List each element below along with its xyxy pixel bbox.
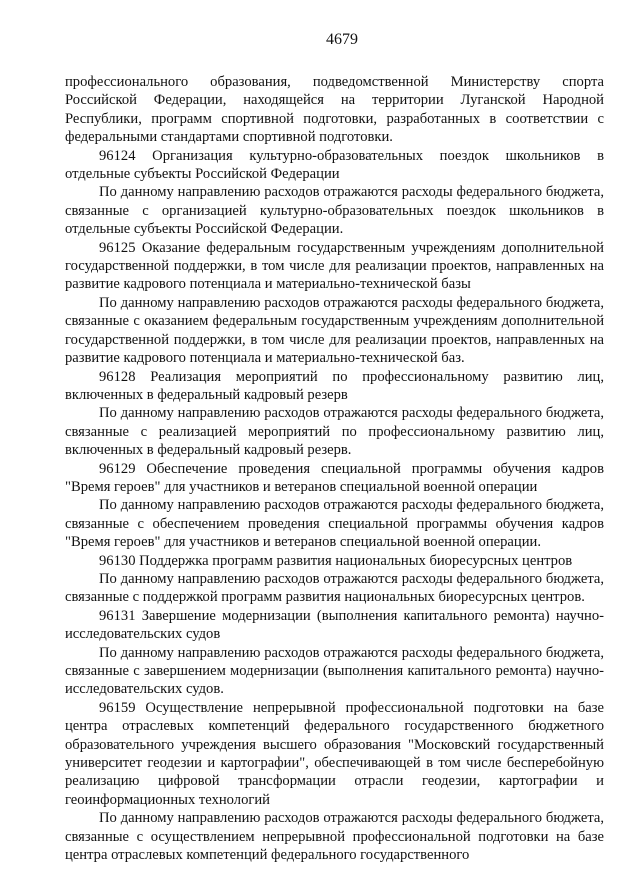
page-number: 4679 bbox=[326, 31, 358, 48]
heading-96159: 96159 Осуществление непрерывной профессиональной подготовки на базе центра отраслевых компетенций федерального государственного бюджетного образовательного учреждения высшего образования "Московский государственный университет геодезии и картографии", обеспечивающей в том числе бесперебойную реализацию цифровой трансформации отрасли геодезии, картографии и геоинформационных технологий bbox=[65, 699, 604, 808]
paragraph-continuation: профессионального образования, подведомственной Министерству спорта Российской Федерации, находящейся на территории Луганской Народной Республики, программ спортивной подготовки, разработанных в соответствии с федеральными стандартами спортивной подготовки. bbox=[65, 74, 604, 146]
heading-96131: 96131 Завершение модернизации (выполнения капитального ремонта) научно-исследовательских судов bbox=[65, 607, 604, 643]
heading-96128: 96128 Реализация мероприятий по профессиональному развитию лиц, включенных в федеральный кадровый резерв bbox=[65, 368, 604, 403]
document-body bbox=[65, 73, 604, 864]
paragraph-96124-description: По данному направлению расходов отражаются расходы федерального бюджета, связанные с организацией культурно-образовательных поездок школьников в отдельные субъекты Российской Федерации. bbox=[65, 184, 604, 238]
heading-96125: 96125 Оказание федеральным государственным учреждениям дополнительной государственной поддержки, в том числе для реализации проектов, направленных на развитие кадрового потенциала и материально-технической базы bbox=[65, 239, 604, 293]
paragraph-96129-description: По данному направлению расходов отражаются расходы федерального бюджета, связанные с обеспечением проведения специальной программы обучения кадров "Время героев" для участников и ветеранов специальной военной операции. bbox=[65, 497, 604, 551]
heading-96130: 96130 Поддержка программ развития национальных биоресурсных центров bbox=[99, 552, 573, 569]
paragraph-96128-description: По данному направлению расходов отражаются расходы федерального бюджета, связанные с реализацией мероприятий по профессиональному развитию лиц, включенных в федеральный кадровый резерв. bbox=[65, 405, 604, 459]
heading-96124: 96124 Организация культурно-образовательных поездок школьников в отдельные субъекты Российской Федерации bbox=[65, 147, 604, 183]
paragraph-96130-description: По данному направлению расходов отражаются расходы федерального бюджета, связанные с поддержкой программ развития национальных биоресурсных центров. bbox=[65, 570, 604, 606]
paragraph-96125-description: По данному направлению расходов отражаются расходы федерального бюджета, связанные с оказанием федеральным государственным учреждениям дополнительной государственной поддержки, в том числе для реализации проектов, направленных на развитие кадрового потенциала и материально-технической баз. bbox=[65, 294, 604, 367]
paragraph-96159-description: По данному направлению расходов отражаются расходы федерального бюджета, связанные с осуществлением непрерывной профессиональной подготовки на базе центра отраслевых компетенций федерального государственного bbox=[65, 810, 604, 864]
heading-96129: 96129 Обеспечение проведения специальной программы обучения кадров "Время героев" для участников и ветеранов специальной военной операции bbox=[65, 460, 604, 495]
paragraph-96131-description: По данному направлению расходов отражаются расходы федерального бюджета, связанные с завершением модернизации (выполнения капитального ремонта) научно-исследовательских судов. bbox=[65, 644, 604, 698]
